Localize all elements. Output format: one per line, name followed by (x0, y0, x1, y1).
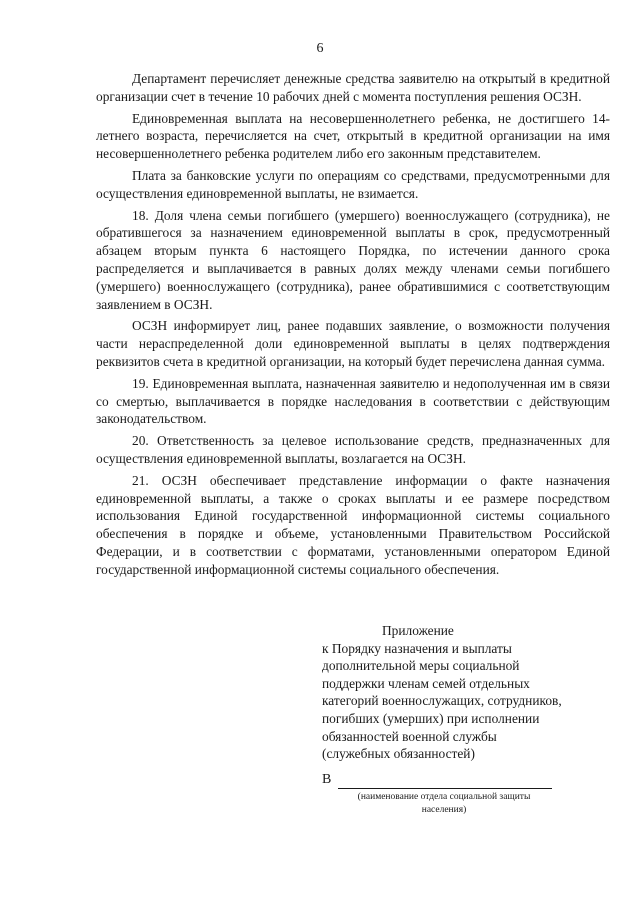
paragraph-item-19: 19. Единовременная выплата, назначенная заявителю и недополученная им в связи со смертью, выплачивается в порядке наследования в соответствии с действующим законодательством. (96, 375, 610, 427)
department-prefix: В (322, 772, 332, 787)
appendix-line: обязанностей военной службы (322, 728, 497, 744)
paragraph-minor-child-payment: Единовременная выплата на несовершеннолетнего ребенка, не достигшего 14-летнего возраста, перечисляется на счет, открытый в кредитной организации на имя несовершеннолетнего ребенка родителем либо его законным представителем. (96, 110, 610, 162)
appendix-line: (служебных обязанностей) (322, 746, 475, 762)
document-body (96, 70, 610, 583)
paragraph-item-18: 18. Доля члена семьи погибшего (умершего) военнослужащего (сотрудника), не обратившегося за назначением единовременной выплаты в срок, предусмотренный абзацем вторым пункта 6 настоящего Порядка, по истечении данного срока распределяется и выплачивается в равных долях между членами семьи погибшего (умершего) военнослужащего (сотрудника), ранее обратившимися с соответствующим заявлением в ОСЗН. (96, 207, 610, 312)
paragraph-transfer-funds: Департамент перечисляет денежные средства заявителю на открытый в кредитной организации счет в течение 10 рабочих дней с момента поступления решения ОСЗН. (96, 71, 610, 104)
department-field (322, 771, 552, 817)
appendix-title: Приложение (382, 623, 454, 638)
paragraph-item-21: 21. ОСЗН обеспечивает представление информации о факте назначения единовременной выплаты, а также о сроках выплаты и ее размере посредством использования Единой государственной информационной системы социального обеспечения в порядке и объеме, установленными Правительством Российской Федерации, и в соответствии с форматами, установленными оператором Единой государственной информационной системы социального обеспечения. (96, 472, 610, 577)
department-blank-line (338, 773, 552, 789)
department-caption-line: населения) (421, 805, 467, 815)
department-field-row (322, 771, 552, 789)
department-caption-line: (наименование отдела социальной защиты (357, 792, 531, 802)
appendix-line: дополнительной меры социальной (322, 658, 520, 674)
appendix-line: поддержки членам семей отдельных (322, 675, 530, 691)
paragraph-oszn-informs: ОСЗН информирует лиц, ранее подавших заявление, о возможности получения части нераспределенной доли единовременной выплаты в целях подтверждения реквизитов счета в кредитной организации, на который будет перечислена данная сумма. (96, 318, 610, 369)
appendix-header (322, 622, 572, 763)
appendix-line: к Порядку назначения и выплаты (322, 640, 512, 656)
appendix-line: погибших (умерших) при исполнении (322, 710, 540, 726)
paragraph-bank-fees: Плата за банковские услуги по операциям со средствами, предусмотренными для осуществления единовременной выплаты, не взимается. (96, 167, 610, 201)
appendix-line: категорий военнослужащих, сотрудников, (322, 693, 562, 709)
department-caption (336, 789, 552, 817)
page-number: 6 (316, 41, 324, 56)
paragraph-item-20: 20. Ответственность за целевое использование средств, предназначенных для осуществления единовременной выплаты, возлагается на ОСЗН. (96, 433, 610, 466)
